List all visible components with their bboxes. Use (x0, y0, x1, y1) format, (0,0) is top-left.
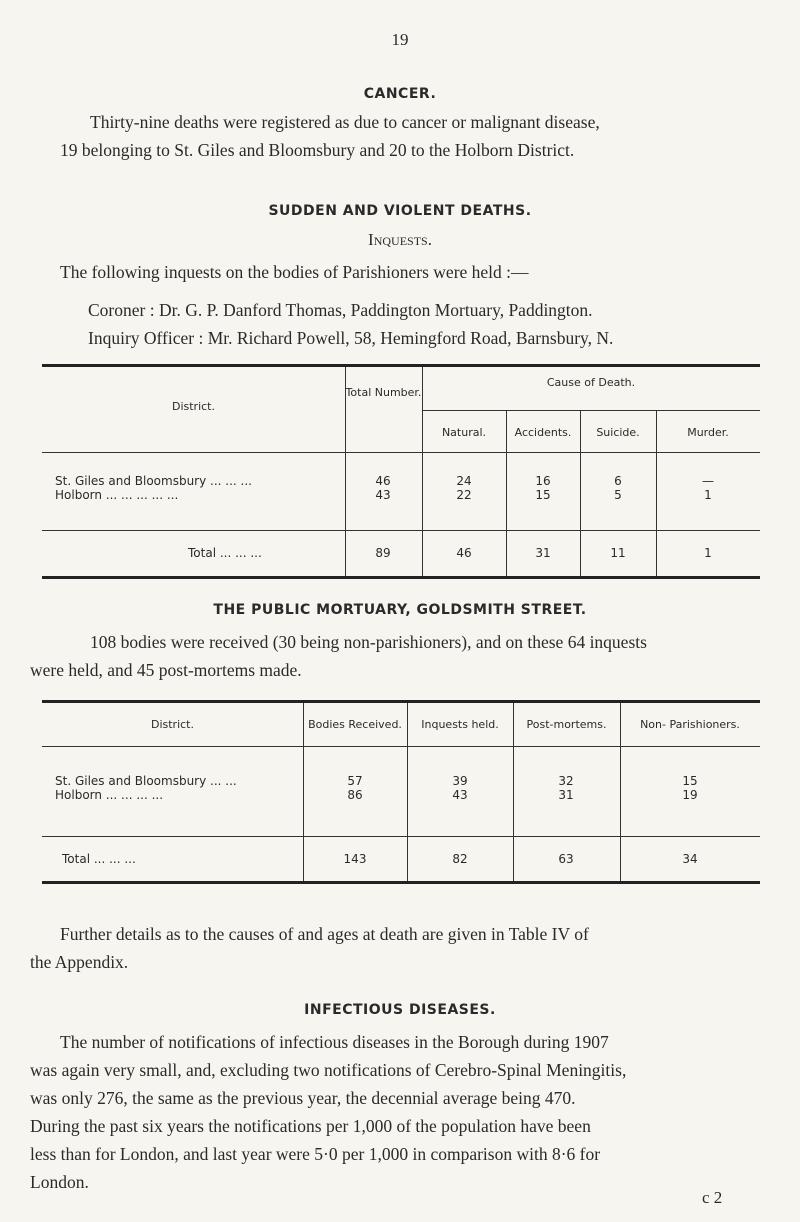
infectious-line-1: The number of notifications of infectious diseases in the Borough during 1907 (60, 1032, 609, 1052)
t1-row1-district: St. Giles and Bloomsbury ... ... ... (55, 474, 252, 488)
t2-header-inquests: Inquests held. (421, 718, 499, 731)
further-line-1: Further details as to the causes of and ages at death are given in Table IV of (60, 924, 589, 944)
cancer-line-2: 19 belonging to St. Giles and Bloomsbury and 20 to the Holborn District. (60, 140, 575, 160)
t1-total-label: Total ... ... ... (188, 546, 262, 560)
t2-row2-postmortems: 31 (558, 788, 574, 802)
t2-row2-district: Holborn ... ... ... ... (55, 788, 164, 802)
t2-total-non-parishioners: 34 (682, 852, 698, 866)
cancer-paragraph (60, 108, 760, 136)
t1-row1-natural: 24 (456, 474, 472, 488)
t1-row1-total: 46 (375, 474, 391, 488)
t1-total-accidents: 31 (535, 546, 551, 560)
mortuary-line-1: 108 bodies were received (30 being non-parishioners), and on these 64 inquests (90, 632, 647, 652)
inquiry-officer-line: Inquiry Officer : Mr. Richard Powell, 58, Hemingford Road, Barnsbury, N. (88, 328, 614, 348)
t2-row1-inquests: 39 (452, 774, 468, 788)
page-number: 19 (391, 30, 409, 49)
infectious-line-6: London. (30, 1172, 89, 1192)
t1-header-suicide: Suicide. (596, 426, 640, 439)
t1-total-natural: 46 (456, 546, 472, 560)
t2-header-postmortems: Post-mortems. (526, 718, 607, 731)
t1-total-murder: 1 (704, 546, 712, 560)
t1-row2-total: 43 (375, 488, 391, 502)
t2-total-bodies: 143 (343, 852, 367, 866)
infectious-line-5: less than for London, and last year were 5·0 per 1,000 in comparison with 8·6 for (30, 1144, 601, 1164)
mortuary-heading: THE PUBLIC MORTUARY, GOLDSMITH STREET. (213, 602, 587, 618)
t1-header-district: District. (171, 400, 215, 413)
infectious-line-2: was again very small, and, excluding two notifications of Cerebro-Spinal Meningitis, (30, 1060, 627, 1080)
t2-row2-inquests: 43 (452, 788, 468, 802)
signature-mark: c 2 (702, 1188, 723, 1207)
t1-row1-murder: — (702, 474, 714, 488)
t2-row1-postmortems: 32 (558, 774, 574, 788)
further-line-2: the Appendix. (30, 952, 129, 972)
t2-row2-non-parishioners: 19 (682, 788, 698, 802)
inquests-subheading: Inquests. (368, 230, 432, 249)
inquests-intro: The following inquests on the bodies of Parishioners were held :— (60, 262, 529, 282)
t2-row2-bodies: 86 (347, 788, 363, 802)
t2-total-inquests: 82 (452, 852, 468, 866)
cancer-line-1: Thirty-nine deaths were registered as due to cancer or malignant disease, (90, 112, 600, 132)
t1-header-murder: Murder. (687, 426, 729, 439)
t1-row2-accidents: 15 (535, 488, 551, 502)
coroner-line: Coroner : Dr. G. P. Danford Thomas, Paddington Mortuary, Paddington. (88, 300, 593, 320)
t2-row1-bodies: 57 (347, 774, 363, 788)
t1-total-suicide: 11 (610, 546, 626, 560)
t2-row1-district: St. Giles and Bloomsbury ... ... (55, 774, 237, 788)
infectious-heading: INFECTIOUS DISEASES. (304, 1002, 496, 1018)
infectious-line-3: was only 276, the same as the previous year, the decennial average being 470. (30, 1088, 576, 1108)
t1-header-natural: Natural. (441, 426, 487, 439)
t2-header-district: District. (150, 718, 194, 731)
t2-row1-non-parishioners: 15 (682, 774, 698, 788)
t1-row2-suicide: 5 (614, 488, 622, 502)
t1-row2-natural: 22 (456, 488, 472, 502)
t2-header-non-parishioners: Non- Parishioners. (640, 718, 740, 731)
infectious-line-4: During the past six years the notifications per 1,000 of the population have been (30, 1116, 591, 1136)
t2-total-label: Total ... ... ... (62, 852, 136, 866)
t1-row2-district: Holborn ... ... ... ... ... (55, 488, 179, 502)
t1-row1-accidents: 16 (535, 474, 551, 488)
cancer-heading: CANCER. (363, 86, 437, 102)
t1-header-total: Total Number. (345, 386, 422, 399)
t1-row2-murder: 1 (704, 488, 712, 502)
t1-row1-suicide: 6 (614, 474, 622, 488)
t1-header-cause: Cause of Death. (546, 376, 636, 389)
t1-header-accidents: Accidents. (514, 426, 572, 439)
t1-total-total: 89 (375, 546, 391, 560)
mortuary-line-2: were held, and 45 post-mortems made. (30, 660, 302, 680)
t2-total-postmortems: 63 (558, 852, 574, 866)
t2-header-bodies: Bodies Received. (308, 718, 402, 731)
sudden-deaths-heading: SUDDEN AND VIOLENT DEATHS. (268, 203, 532, 219)
